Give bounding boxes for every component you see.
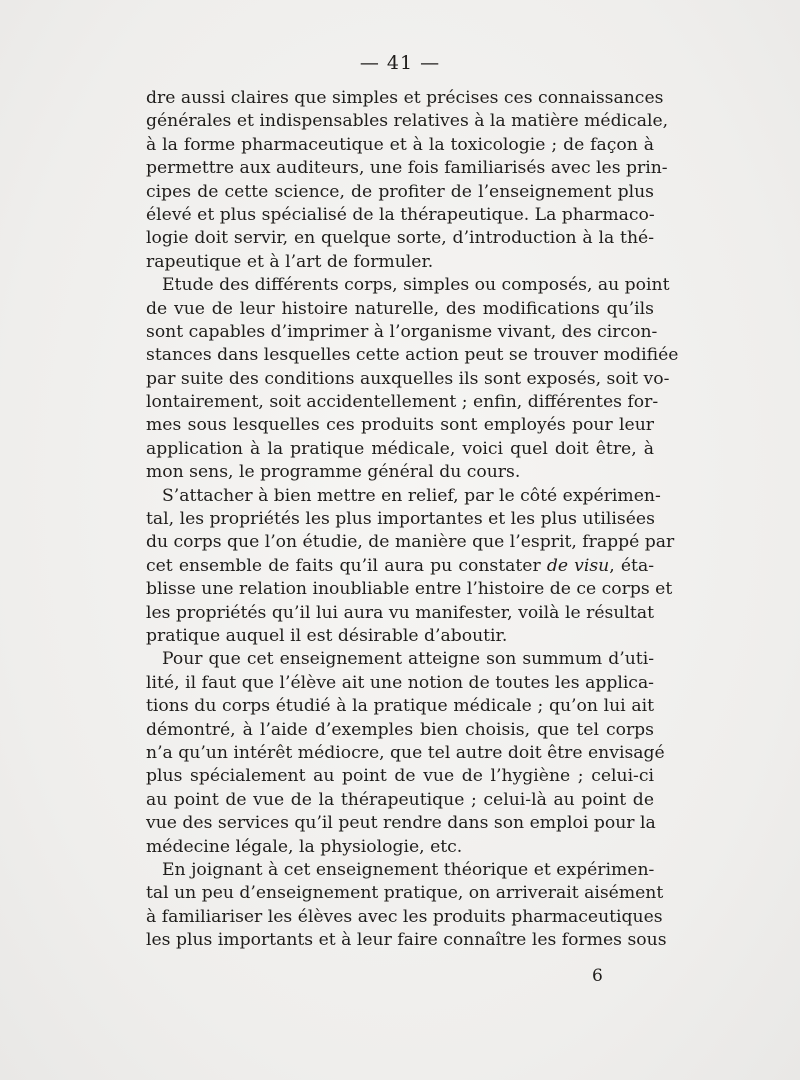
text-line: blisse une relation inoubliable entre l’histoire de ce corps et xyxy=(146,579,673,600)
text-line: du corps que l’on étudie, de manière que l’esprit, frappé par xyxy=(146,532,675,553)
signature-mark: 6 xyxy=(592,966,603,986)
text-line: à familiariser les élèves avec les produits pharmaceutiques xyxy=(146,906,663,927)
text-line: lité, il faut que l’élève ait une notion de toutes les applica- xyxy=(146,672,654,693)
text-line: démontré, à l’aide d’exemples bien choisis, que tel corps xyxy=(146,719,654,740)
text-line: mon sens, le programme général du cours. xyxy=(146,462,521,483)
text-line: Pour que cet enseignement atteigne son summum d’uti- xyxy=(162,649,654,670)
text-line: tal, les propriétés les plus importantes et les plus utilisées xyxy=(146,509,655,530)
text-line: mes sous lesquelles ces produits sont employés pour leur xyxy=(146,415,654,436)
text-line: les propriétés qu’il lui aura vu manifester, voilà le résultat xyxy=(146,602,654,623)
text-line: tions du corps étudié à la pratique médicale ; qu’on lui ait xyxy=(146,696,654,717)
text-line: n’a qu’un intérêt médiocre, que tel autre doit être envisagé xyxy=(146,742,665,763)
text-line: application à la pratique médicale, voici quel doit être, à xyxy=(146,438,654,459)
text-line: vue des services qu’il peut rendre dans son emploi pour la xyxy=(146,813,656,834)
text-line: les plus importants et à leur faire connaître les formes sous xyxy=(146,930,667,951)
paragraph xyxy=(146,274,679,485)
body-text xyxy=(146,87,679,952)
paragraph xyxy=(146,648,665,859)
text-line: stances dans lesquelles cette action peut se trouver modifiée xyxy=(146,345,679,366)
text-line: au point de vue de la thérapeutique ; celui-là au point de xyxy=(146,789,654,810)
text-line: S’attacher à bien mettre en relief, par le côté expérimen- xyxy=(162,485,661,506)
text-line: tal un peu d’enseignement pratique, on arriverait aisément xyxy=(146,883,664,904)
text-line: élevé et plus spécialisé de la thérapeutique. La pharmaco- xyxy=(146,204,655,225)
text-line: En joignant à cet enseignement théorique et expérimen- xyxy=(162,859,655,880)
text-line: médecine légale, la physiologie, etc. xyxy=(146,836,463,857)
paragraph xyxy=(146,485,675,649)
text-line: cipes de cette science, de profiter de l’enseignement plus xyxy=(146,181,654,202)
text-line: pratique auquel il est désirable d’aboutir. xyxy=(146,625,508,646)
text-line: par suite des conditions auxquelles ils sont exposés, soit vo- xyxy=(146,368,670,389)
text-line: à la forme pharmaceutique et à la toxicologie ; de façon à xyxy=(146,134,654,155)
text-line: Etude des différents corps, simples ou composés, au point xyxy=(162,275,670,296)
text-line: lontairement, soit accidentellement ; enfin, différentes for- xyxy=(146,392,659,413)
text-line: de vue de leur histoire naturelle, des modifications qu’ils xyxy=(146,298,654,319)
text-line: permettre aux auditeurs, une fois familiarisés avec les prin- xyxy=(146,158,668,179)
text-line: générales et indispensables relatives à la matière médicale, xyxy=(146,111,669,132)
text-line: plus spécialement au point de vue de l’hygiène ; celui-ci xyxy=(146,766,654,787)
text-line: cet ensemble de faits qu’il aura pu constater de visu, éta- xyxy=(146,555,655,576)
text-line: dre aussi claires que simples et précises ces connaissances xyxy=(146,88,664,108)
text-line: sont capables d’imprimer à l’organisme vivant, des circon- xyxy=(146,321,658,342)
paragraph xyxy=(146,87,669,274)
page-number: — 41 — xyxy=(359,52,441,74)
text-line: logie doit servir, en quelque sorte, d’introduction à la thé- xyxy=(146,228,654,249)
text-line: rapeutique et à l’art de formuler. xyxy=(146,251,434,272)
paragraph xyxy=(146,859,667,953)
